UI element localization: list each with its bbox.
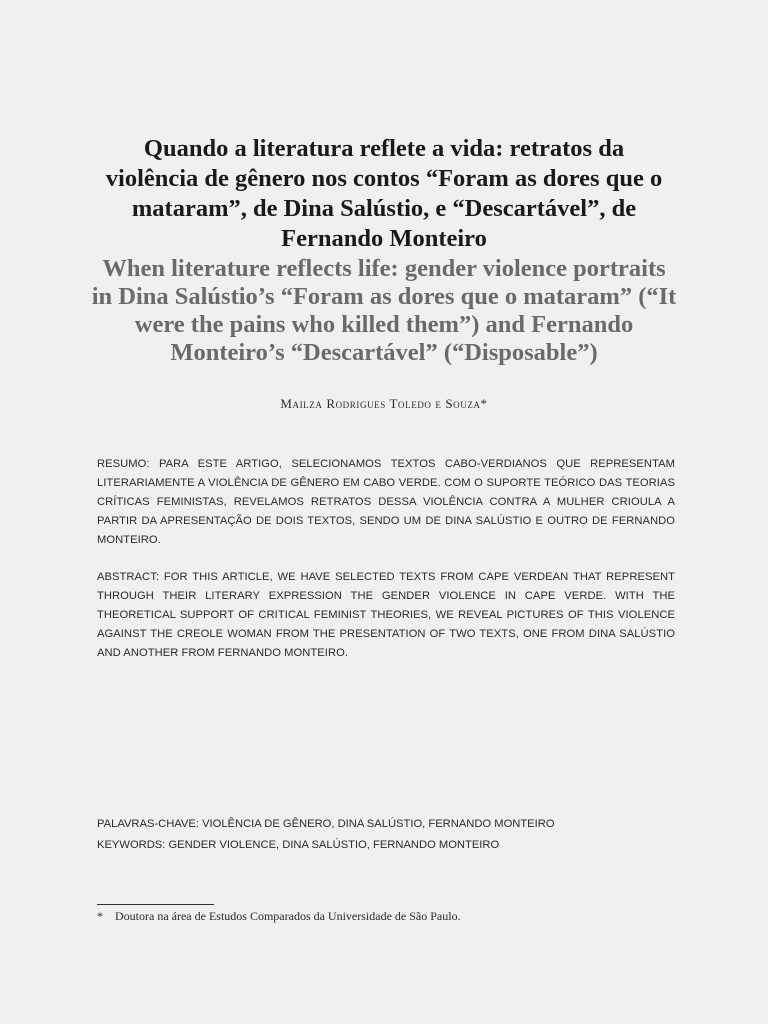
palavras-chave-line: PALAVRAS-CHAVE: VIOLÊNCIA DE GÊNERO, DINA SALÚSTIO, FERNANDO MONTEIRO <box>97 818 555 830</box>
resumo-paragraph: RESUMO: PARA ESTE ARTIGO, SELECIONAMOS TEXTOS CABO-VERDIANOS QUE REPRESENTAM LITERARIAMENTE A VIOLÊNCIA DE GÊNERO EM CABO VERDE. COM O SUPORTE TEÓRICO DAS TEORIAS CRÍTICAS FEMINISTAS, REVELAMOS RETRATOS DESSA VIOLÊNCIA CONTRA A MULHER CRIOULA A PARTIR DA APRESENTAÇÃO DE DOIS TEXTOS, SENDO UM DE DINA SALÚSTIO E OUTRO DE FERNANDO MONTEIRO. <box>97 458 675 546</box>
footnote-text: Doutora na área de Estudos Comparados da Universidade de São Paulo. <box>115 909 461 923</box>
title-portuguese: Quando a literatura reflete a vida: retratos da violência de gênero nos contos “Foram as dores que o mataram”, de Dina Salústio, e “Descartável”, de Fernando Monteiro <box>105 135 663 252</box>
author-name: Mailza Rodrigues Toledo e Souza* <box>280 396 488 411</box>
footnote-mark: * <box>97 909 103 923</box>
title-english: When literature reflects life: gender violence portraits in Dina Salústio’s “Foram as dores que o mataram” (“It were the pains who killed them”) and Fernando Monteiro’s “Descartável” (“Disposable”) <box>91 255 677 366</box>
abstract-paragraph: ABSTRACT: FOR THIS ARTICLE, WE HAVE SELECTED TEXTS FROM CAPE VERDEAN THAT REPRESENT THROUGH THEIR LITERARY EXPRESSION THE GENDER VIOLENCE IN CAPE VERDE. WITH THE THEORETICAL SUPPORT OF CRITICAL FEMINIST THEORIES, WE REVEAL PICTURES OF THIS VIOLENCE AGAINST THE CREOLE WOMAN FROM THE PRESENTATION OF TWO TEXTS, ONE FROM DINA SALÚSTIO AND ANOTHER FROM FERNANDO MONTEIRO. <box>97 571 675 659</box>
keywords-line: KEYWORDS: GENDER VIOLENCE, DINA SALÚSTIO, FERNANDO MONTEIRO <box>97 839 500 851</box>
footnote <box>97 908 675 924</box>
footnote-rule <box>97 904 214 905</box>
